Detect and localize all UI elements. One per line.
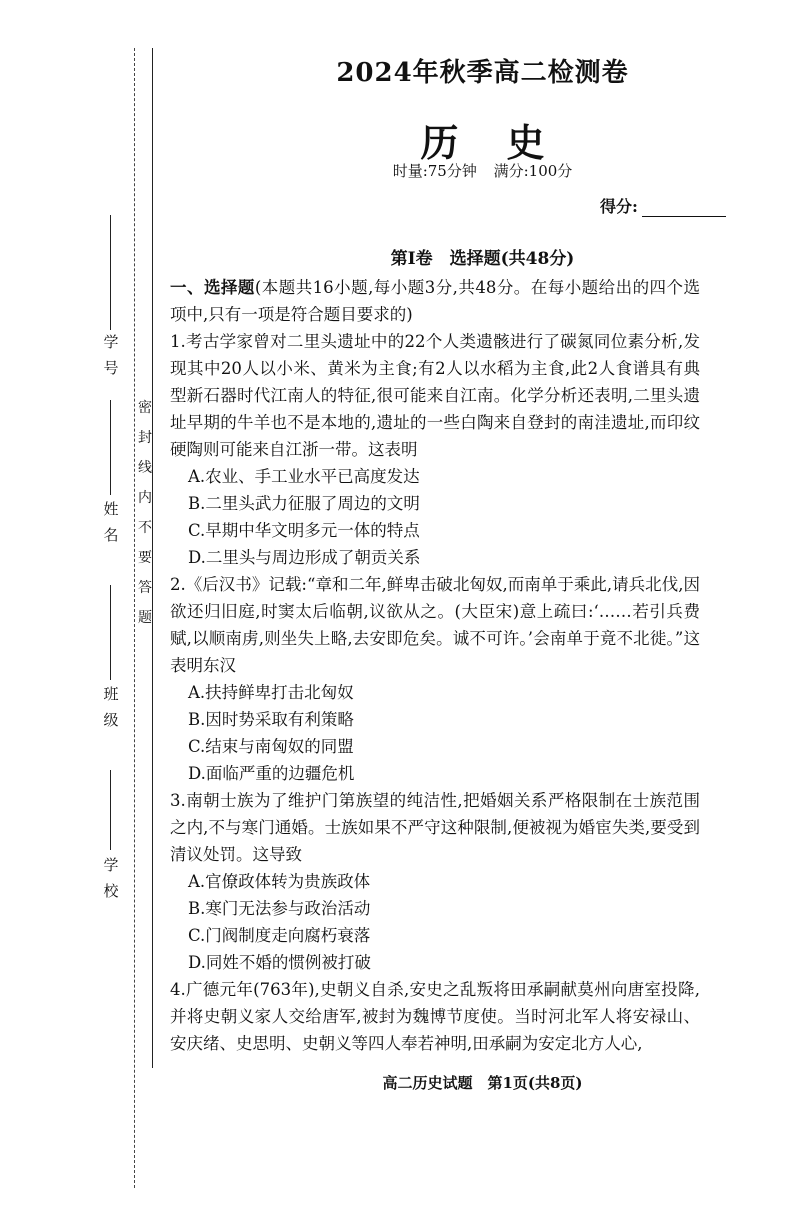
school-field[interactable] bbox=[96, 770, 126, 920]
question-1-option-a[interactable]: A.农业、手工业水平已高度发达 bbox=[188, 467, 420, 486]
question-3-option-a[interactable]: A.官僚政体转为贵族政体 bbox=[188, 872, 371, 891]
school-blank[interactable] bbox=[110, 770, 111, 850]
question-3-stem: 3.南朝士族为了维护门第族望的纯洁性,把婚姻关系严格限制在士族范围之内,不与寒门通婚。士族如果不严守这种限制,便被视为婚宦失类,要受到清议处罚。这导致 bbox=[170, 791, 700, 864]
class-blank[interactable] bbox=[110, 585, 111, 680]
class-field[interactable] bbox=[96, 585, 126, 755]
question-2-stem: 2.《后汉书》记载:“章和二年,鲜卑击破北匈奴,而南单于乘此,请兵北伐,因欲还归旧庭,时窦太后临朝,议欲从之。(大臣宋)意上疏曰:‘……若引兵费赋,以顺南虏,则坐失上略,去安即危矣。诚不可许。’会南单于竟不北徙。”这表明东汉 bbox=[170, 575, 700, 675]
exam-info bbox=[165, 160, 800, 181]
question-2-option-a[interactable]: A.扶持鲜卑打击北匈奴 bbox=[188, 683, 354, 702]
student-id-blank[interactable] bbox=[110, 215, 111, 330]
instruction-head: 一、选择题 bbox=[170, 278, 255, 297]
subject-title: 历史 bbox=[420, 120, 593, 165]
seal-line-notice: 密 封 线 内 不 要 答 题 bbox=[138, 400, 152, 626]
name-blank[interactable] bbox=[110, 400, 111, 495]
question-1-option-d[interactable]: D.二里头与周边形成了朝贡关系 bbox=[188, 548, 421, 567]
score-box bbox=[600, 194, 726, 217]
question-content bbox=[170, 274, 700, 1057]
class-label: 班 级 bbox=[103, 685, 119, 729]
question-3-option-c[interactable]: C.门阀制度走向腐朽衰落 bbox=[188, 926, 371, 945]
name-label: 姓 名 bbox=[103, 500, 119, 544]
student-id-label: 学 号 bbox=[103, 333, 119, 377]
question-3-option-d[interactable]: D.同姓不婚的惯例被打破 bbox=[188, 953, 371, 972]
exam-title: 2024年秋季高二检测卷 bbox=[336, 58, 629, 88]
question-1-option-b[interactable]: B.二里头武力征服了周边的文明 bbox=[188, 494, 420, 513]
page-footer: 高二历史试题 第1页(共8页) bbox=[382, 1074, 583, 1092]
question-4-stem: 4.广德元年(763年),史朝义自杀,安史之乱叛将田承嗣献莫州向唐室投降,并将史朝义家人交给唐军,被封为魏博节度使。当时河北军人将安禄山、安庆绪、史思明、史朝义等四人奉若神明,田承嗣为安定北方人心, bbox=[170, 980, 700, 1053]
instruction-body: (本题共16小题,每小题3分,共48分。在每小题给出的四个选项中,只有一项是符合题目要求的) bbox=[170, 278, 700, 324]
full-score: 满分:100分 bbox=[493, 162, 573, 180]
school-label: 学 校 bbox=[103, 856, 119, 900]
section-title: 第Ⅰ卷 选择题(共48分) bbox=[390, 249, 575, 269]
score-blank[interactable] bbox=[642, 202, 726, 217]
time-limit: 时量:75分钟 bbox=[392, 162, 477, 180]
question-2-option-b[interactable]: B.因时势采取有利策略 bbox=[188, 710, 354, 729]
question-1-stem: 1.考古学家曾对二里头遗址中的22个人类遗骸进行了碳氮同位素分析,发现其中20人以小米、黄米为主食;有2人以水稻为主食,此2人食谱具有典型新石器时代江南人的特征,很可能来自江南。化学分析还表明,二里头遗址早期的牛羊也不是本地的,遗址的一些白陶来自登封的南洼遗址,而印纹硬陶则可能来自江浙一带。这表明 bbox=[170, 332, 700, 459]
question-1-option-c[interactable]: C.早期中华文明多元一体的特点 bbox=[188, 521, 420, 540]
question-2-option-d[interactable]: D.面临严重的边疆危机 bbox=[188, 764, 355, 783]
binding-dashed-line bbox=[134, 48, 135, 1188]
score-label: 得分: bbox=[600, 197, 638, 216]
student-id-field[interactable] bbox=[96, 215, 126, 385]
question-2-option-c[interactable]: C.结束与南匈奴的同盟 bbox=[188, 737, 354, 756]
name-field[interactable] bbox=[96, 400, 126, 570]
section-instruction bbox=[170, 274, 700, 328]
question-3-option-b[interactable]: B.寒门无法参与政治活动 bbox=[188, 899, 371, 918]
